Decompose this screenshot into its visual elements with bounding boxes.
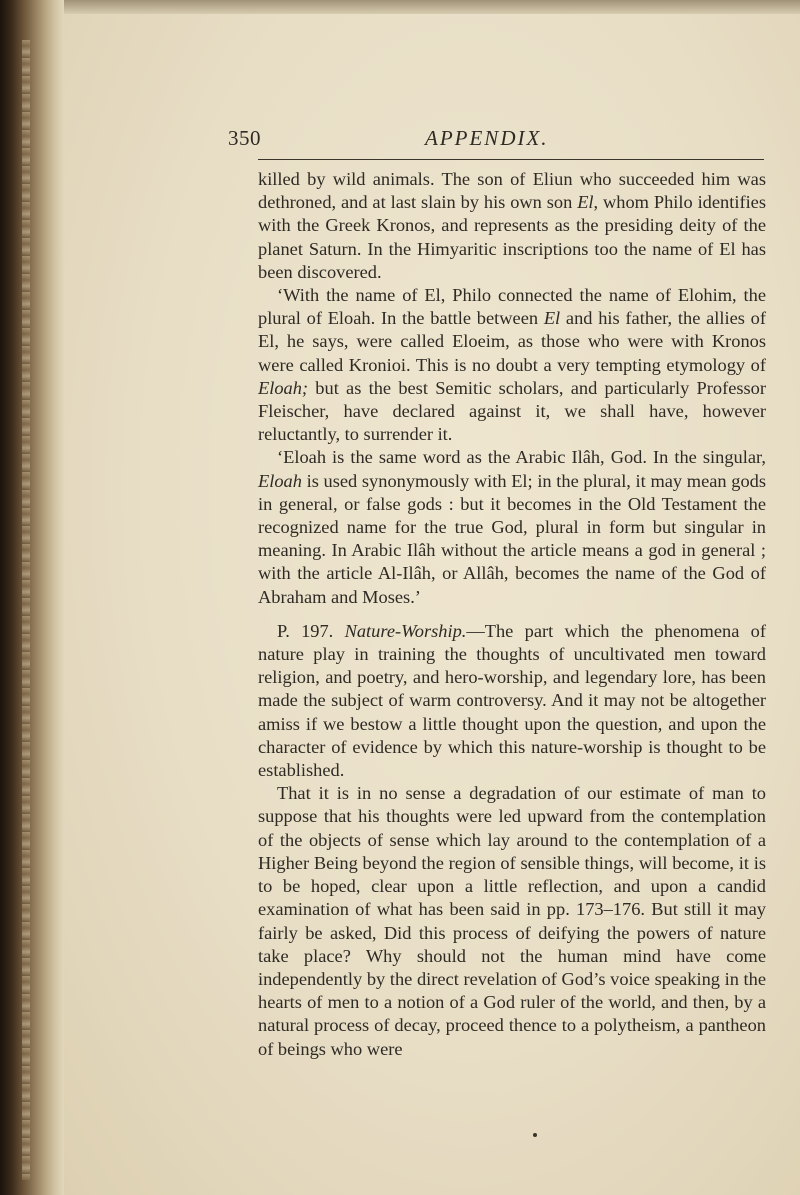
italic-term: Eloah; [258,377,309,398]
running-head: APPENDIX. [425,126,549,150]
paragraph-5: That it is in no sense a degradation of our estimate of man to suppose that his thoughts were led upward from the contemplation of the objects of sense which lay around to the contemplation of a Higher Being beyond the region of sensible things, will become, it is to be hoped, clear upon a little reflection, and upon a candid examination of what has been said in pp. 173–176. But still it may fairly be asked, Did this process of deifying the powers of nature take place? Why should not the human mind have come independently by the direct revelation of God’s voice speaking in the hearts of men to a notion of a God ruler of the world, and then, by a natural process of decay, proceed thence to a polytheism, a pantheon of beings who were [258,783,766,1059]
italic-term: Nature-Worship. [344,620,467,641]
header-rule [258,159,764,160]
page-number: 350 [228,126,261,150]
italic-term: Eloah [258,470,302,491]
paragraph-3: ‘Eloah is the same word as the Arabic Ilâh, God. In the singular, Eloah is used synonymously with El; in the plural, it may mean gods in general, or false gods : but it becomes in the Old Testament the recognized name for the true God, plural in form but singular in meaning. In Arabic Ilâh without the article means a god in general ; with the article Al-Ilâh, or Allâh, becomes the name of the God of Abraham and Moses.’ [258,447,766,607]
body-text [258,168,766,1061]
page-top-edge [0,0,800,14]
paragraph-4: P. 197. Nature-Worship.—The part which the phenomena of nature play in training the thoughts of uncultivated men toward religion, and poetry, and hero-worship, and legendary lore, has been made the subject of warm controversy. And it may not be altogether amiss if we bestow a little thought upon the question, and upon the character of evidence by which this nature-worship is thought to be established. [258,620,766,781]
page-header [228,126,768,152]
binding-page-edges [22,40,30,1180]
paragraph-2: ‘With the name of El, Philo connected the name of Elohim, the plural of Eloah. In the battle between El and his father, the allies of El, he says, were called Eloeim, as those who were with Kronos were called Kronioi. This is no doubt a very tempting etymology of Eloah; but as the best Semitic scholars, and particularly Professor Fleischer, have declared against it, we shall have, however reluctantly, to surrender it. [258,285,766,445]
paragraph-1: killed by wild animals. The son of Eliun who succeeded him was dethroned, and at last slain by his own son El, whom Philo identifies with the Greek Kronos, and represents as the presiding deity of the planet Saturn. In the Himyaritic inscriptions too the name of El has been discovered. [258,169,767,282]
italic-term: El [543,308,561,329]
page-speck [533,1133,537,1137]
book-binding [0,0,64,1195]
italic-term: El [577,192,594,213]
